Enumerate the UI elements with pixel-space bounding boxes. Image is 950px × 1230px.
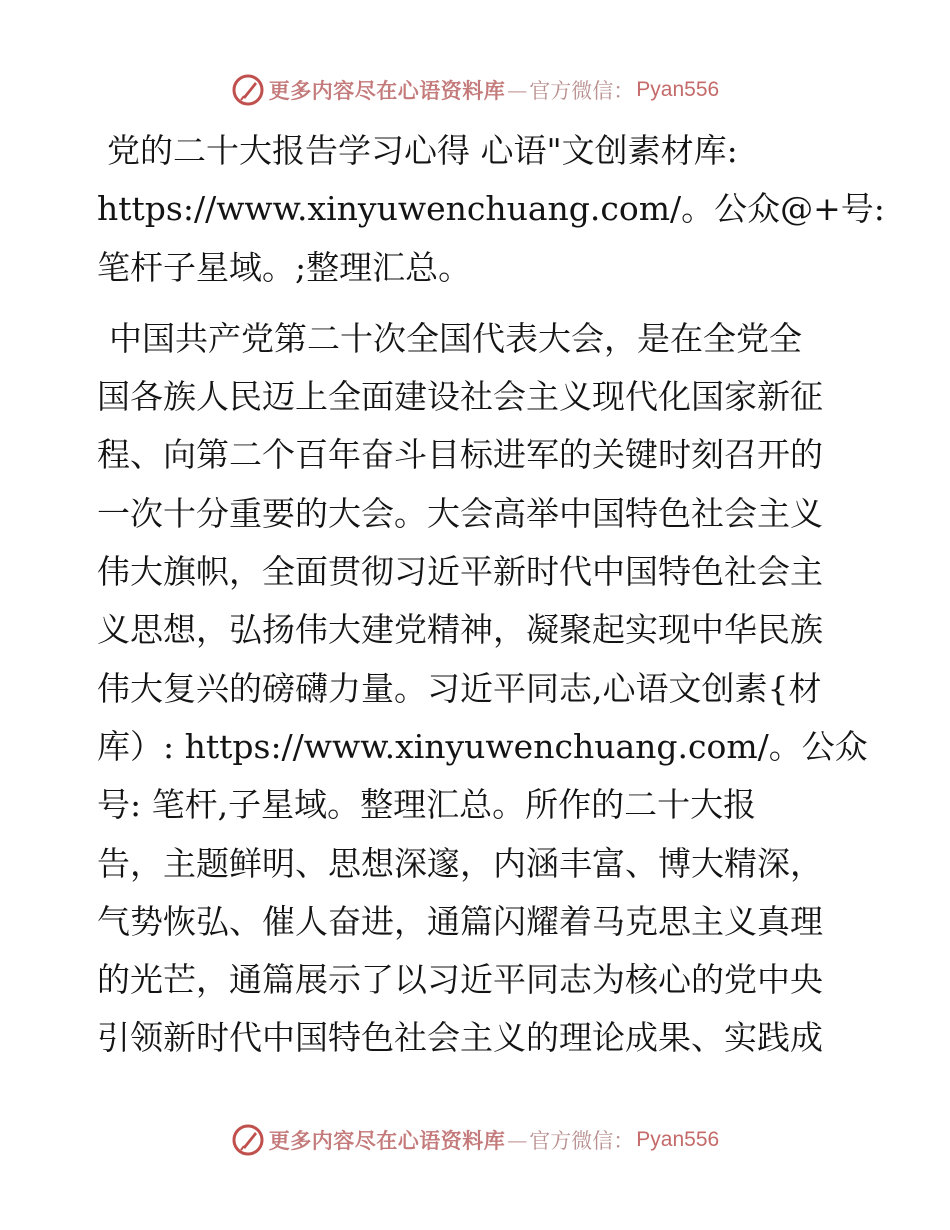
banner-brand-text: 更多内容尽在心语资料库 (268, 78, 506, 103)
banner-separator: — (507, 78, 528, 102)
quill-pen-logo-icon (231, 73, 265, 107)
banner-wechat-id: Pyan556 (636, 1128, 720, 1151)
text-line: 伟大旗帜，全面贯彻习近平新时代中国特色社会主 (97, 552, 823, 592)
text-line: 引领新时代中国特色社会主义的理论成果、实践成 (97, 1018, 823, 1058)
banner-official-label: 官方微信： (529, 1129, 635, 1153)
text-line: 的光芒，通篇展示了以习近平同志为核心的党中央 (97, 960, 823, 1000)
text-line: 告，主题鲜明、思想深邃，内涵丰富、博大精深， (97, 843, 823, 883)
text-line: 伟大复兴的磅礴力量。习近平同志,心语文创素{材 (97, 668, 822, 708)
banner-wechat-id: Pyan556 (636, 78, 720, 101)
text-line: 党的二十大报告学习心得 心语"文创素材库: (107, 131, 738, 170)
header-banner (0, 70, 950, 110)
text-line: 国各族人民迈上全面建设社会主义现代化国家新征 (97, 377, 823, 417)
banner-brand-text: 更多内容尽在心语资料库 (268, 1128, 506, 1153)
document-body (97, 122, 885, 1068)
text-line: 库）: https://www.xinyuwenchuang.com/。公众 (97, 726, 868, 766)
text-line: 笔杆子星域。;整理汇总。 (97, 247, 472, 287)
text-line: 中国共产党第二十次全国代表大会，是在全党全 (109, 318, 802, 358)
paragraph-body (97, 310, 867, 1068)
text-line: 气势恢弘、催人奋进，通篇闪耀着马克思主义真理 (97, 901, 823, 941)
text-line: 一次十分重要的大会。大会高举中国特色社会主义 (97, 493, 823, 533)
text-line: 程、向第二个百年奋斗目标进军的关键时刻召开的 (97, 435, 823, 475)
text-line: 义思想，弘扬伟大建党精神，凝聚起实现中华民族 (97, 610, 823, 650)
banner-separator: — (507, 1128, 528, 1152)
footer-banner (0, 1120, 950, 1160)
banner-official-label: 官方微信： (529, 79, 635, 103)
text-line: 号: 笔杆,子星域。整理汇总。所作的二十大报 (97, 785, 757, 825)
quill-pen-logo-icon (231, 1123, 265, 1157)
paragraph-title (97, 122, 885, 297)
text-line: https://www.xinyuwenchuang.com/。公众@+号: (97, 189, 885, 229)
